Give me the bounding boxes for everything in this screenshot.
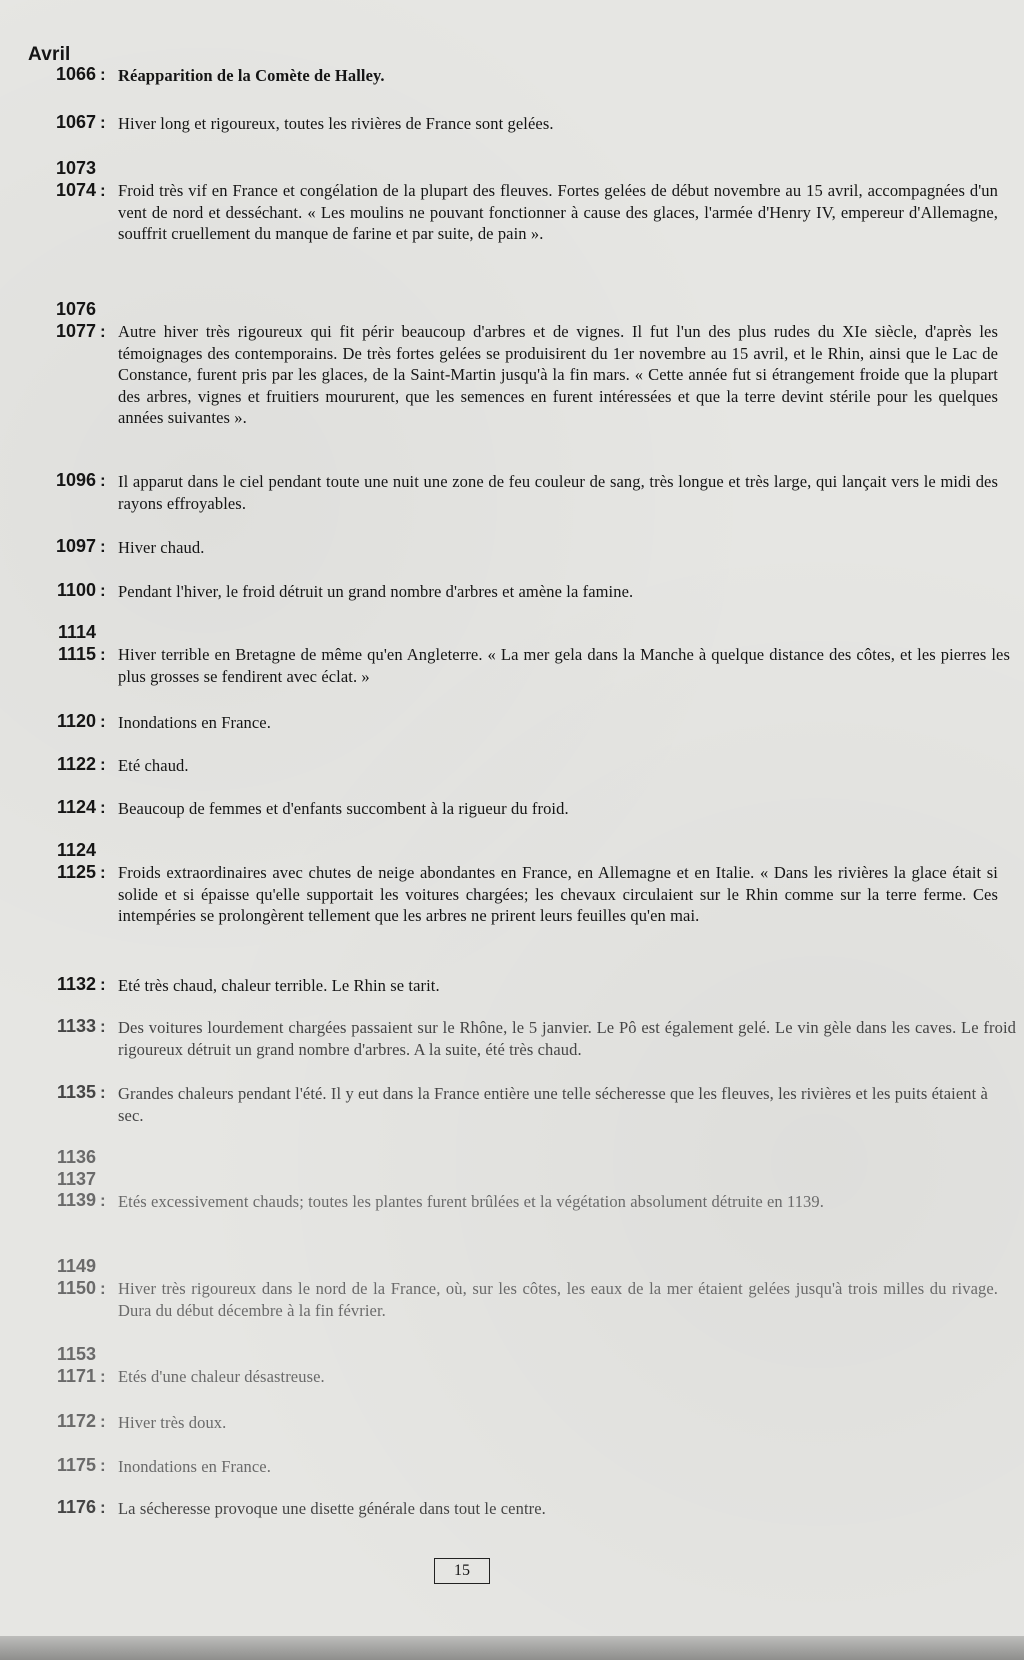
chronology-entry — [24, 580, 994, 602]
entry-colon: : — [100, 1017, 106, 1036]
entry-text: Hiver chaud. — [118, 538, 205, 557]
entry-colon: : — [100, 180, 106, 200]
entry-years — [24, 1455, 96, 1477]
entry-year: 1150 — [56, 1277, 96, 1298]
entry-year: 1122 — [56, 754, 96, 774]
entry-colon: : — [100, 1278, 106, 1298]
entry-years — [24, 797, 96, 819]
chronology-entry — [24, 470, 998, 516]
entry-text: Inondations en France. — [118, 713, 271, 732]
entry-year: 1153 — [56, 1344, 96, 1364]
entry-years — [24, 64, 96, 86]
entry-colon: : — [100, 1412, 106, 1431]
page-number: 15 — [434, 1558, 490, 1584]
chronology-entry — [24, 797, 994, 819]
entry-text: Etés excessivement chauds; toutes les plantes furent brûlées et la végétation absolument détruite en 1139. — [118, 1192, 824, 1211]
chronology-entry — [24, 1082, 994, 1128]
entry-years — [24, 1256, 96, 1299]
entry-years — [24, 536, 96, 558]
entry-years — [24, 1016, 96, 1038]
entry-year: 1175 — [56, 1455, 96, 1475]
entry-text: La sécheresse provoque une disette générale dans tout le centre. — [118, 1499, 546, 1518]
entry-year: 1073 — [55, 158, 96, 178]
entry-year: 1115 — [57, 643, 96, 664]
chronology-entry — [24, 1455, 994, 1477]
entry-colon: : — [100, 712, 106, 731]
entry-text: Il apparut dans le ciel pendant toute une nuit une zone de feu couleur de sang, très longue et très large, qui lançait vers le midi des rayons effroyables. — [118, 472, 998, 513]
chronology-entry — [24, 711, 994, 733]
chronology-entry — [24, 158, 998, 268]
entry-year: 1176 — [56, 1497, 96, 1517]
chronology-entry — [24, 536, 994, 558]
entry-colon: : — [100, 862, 106, 882]
entry-colon: : — [100, 644, 106, 664]
entry-colon: : — [100, 755, 106, 774]
entry-text: Beaucoup de femmes et d'enfants succombent à la rigueur du froid. — [118, 799, 569, 818]
entry-year: 1097 — [55, 536, 96, 556]
entry-years — [24, 622, 96, 665]
chronology-entry — [24, 1016, 1016, 1062]
entry-colon: : — [100, 321, 106, 341]
chronology-entry — [24, 1344, 994, 1388]
entry-text: Hiver long et rigoureux, toutes les rivières de France sont gelées. — [118, 114, 554, 133]
chronology-entry — [24, 299, 998, 449]
entry-text: Eté très chaud, chaleur terrible. Le Rhin se tarit. — [118, 976, 440, 995]
entry-year: 1096 — [55, 470, 96, 490]
chronology-entry — [24, 1411, 994, 1433]
entry-year: 1074 — [55, 179, 96, 200]
chronology-entry — [24, 1256, 998, 1324]
entry-text: Autre hiver très rigoureux qui fit périr beaucoup d'arbres et de vignes. Il fut l'un des plus rudes du XIe siècle, d'après les témoignages des contemporains. De très fortes gelées se produisirent du 1er novembre au 15 avril, et le Rhin, ainsi que le Lac de Constance, furent pris par les glaces, de la Saint-Martin jusqu'à la fin mars. « Cette année fut si étrangement froide que la plupart des arbres, vignes et fruitiers moururent, que les semences en furent intéressées et que la terre devint stérile pour les quelques années suivantes ». — [118, 322, 998, 427]
entry-year: 1125 — [56, 861, 96, 882]
entry-year: 1100 — [56, 580, 96, 600]
entry-year: 1077 — [55, 320, 96, 341]
entry-colon: : — [100, 975, 106, 994]
entry-years — [24, 580, 96, 602]
entry-year: 1066 — [55, 64, 96, 84]
entry-year: 1067 — [55, 112, 96, 132]
entry-colon: : — [100, 537, 106, 556]
entry-colon: : — [100, 65, 106, 84]
entry-text: Grandes chaleurs pendant l'été. Il y eut dans la France entière une telle sécheresse que les fleuves, les rivières et les puits étaient à sec. — [118, 1084, 988, 1125]
entry-year: 1137 — [56, 1168, 96, 1189]
entry-text: Eté chaud. — [118, 756, 189, 775]
entry-year: 1124 — [56, 797, 96, 817]
chronology-entry — [24, 622, 1010, 688]
entry-year: 1139 — [56, 1190, 96, 1210]
entry-colon: : — [100, 1498, 106, 1517]
entry-year: 1135 — [56, 1082, 96, 1102]
scan-edge — [0, 1636, 1024, 1660]
entry-years — [24, 470, 96, 492]
entry-year: 1124 — [56, 840, 96, 860]
entry-years — [24, 754, 96, 776]
entry-years — [24, 299, 96, 342]
entry-years — [24, 1147, 96, 1212]
chronology-entry — [24, 754, 994, 776]
entry-years — [24, 1082, 96, 1104]
entry-colon: : — [100, 1366, 106, 1386]
entry-years — [24, 711, 96, 733]
entry-years — [24, 158, 96, 201]
entry-years — [24, 1497, 96, 1519]
entry-text: Réapparition de la Comète de Halley. — [118, 66, 385, 85]
entry-years — [24, 974, 96, 996]
entry-text: Pendant l'hiver, le froid détruit un grand nombre d'arbres et amène la famine. — [118, 582, 634, 601]
entry-years — [24, 840, 96, 883]
entry-text: Froids extraordinaires avec chutes de neige abondantes en France, en Allemagne et en Italie. « Dans les rivières la glace était si solide et si épaisse qu'elle supportait les voitures chargées; les chevaux circulaient sur le Rhin comme sur la terre ferme. Ces intempéries se prolongèrent tellement que les arbres ne prirent leurs feuilles qu'en mai. — [118, 863, 998, 925]
entry-year: 1171 — [56, 1365, 96, 1386]
entry-colon: : — [100, 1083, 106, 1102]
month-heading: Avril — [28, 44, 71, 65]
entry-text: Hiver très rigoureux dans le nord de la France, où, sur les côtes, les eaux de la mer étaient gelées jusqu'à trois milles du rivage. Dura du début décembre à la fin février. — [118, 1279, 998, 1320]
chronology-entry — [24, 1147, 994, 1237]
entry-text: Etés d'une chaleur désastreuse. — [118, 1367, 325, 1386]
entry-year: 1132 — [56, 974, 96, 994]
entry-colon: : — [100, 798, 106, 817]
entry-text: Hiver terrible en Bretagne de même qu'en Angleterre. « La mer gela dans la Manche à quelque distance des côtes, et les pierres les plus grosses se fendirent avec éclat. » — [118, 645, 1010, 686]
entry-years — [24, 112, 96, 134]
entry-year: 1120 — [56, 711, 96, 731]
chronology-entry — [24, 64, 994, 86]
entry-text: Des voitures lourdement chargées passaient sur le Rhône, le 5 janvier. Le Pô est également gelé. Le vin gèle dans les caves. Le froid rigoureux détruit un grand nombre d'arbres. A la suite, été très chaud. — [118, 1018, 1016, 1059]
entry-year: 1076 — [55, 299, 96, 319]
entry-year: 1114 — [57, 622, 96, 642]
entry-years — [24, 1344, 96, 1387]
entry-year: 1136 — [56, 1147, 96, 1167]
entry-year: 1133 — [56, 1016, 96, 1036]
chronology-entry — [24, 974, 994, 996]
chronology-entry — [24, 840, 998, 950]
entry-colon: : — [100, 471, 106, 490]
entry-colon: : — [100, 113, 106, 132]
entry-year: 1149 — [56, 1256, 96, 1276]
entry-colon: : — [100, 581, 106, 600]
entry-text: Hiver très doux. — [118, 1413, 227, 1432]
entry-colon: : — [100, 1191, 106, 1210]
entry-year: 1172 — [56, 1411, 96, 1431]
entry-text: Inondations en France. — [118, 1457, 271, 1476]
entry-years — [24, 1411, 96, 1433]
entry-text: Froid très vif en France et congélation de la plupart des fleuves. Fortes gelées de début novembre au 15 avril, accompagnées d'un vent de nord et desséchant. « Les moulins ne pouvant fonctionner à cause des glaces, l'armée d'Henry IV, empereur d'Allemagne, souffrit cruellement du manque de farine et par suite, de pain ». — [118, 181, 998, 243]
chronology-entry — [24, 112, 994, 134]
chronology-entry — [24, 1497, 994, 1519]
entry-colon: : — [100, 1456, 106, 1475]
